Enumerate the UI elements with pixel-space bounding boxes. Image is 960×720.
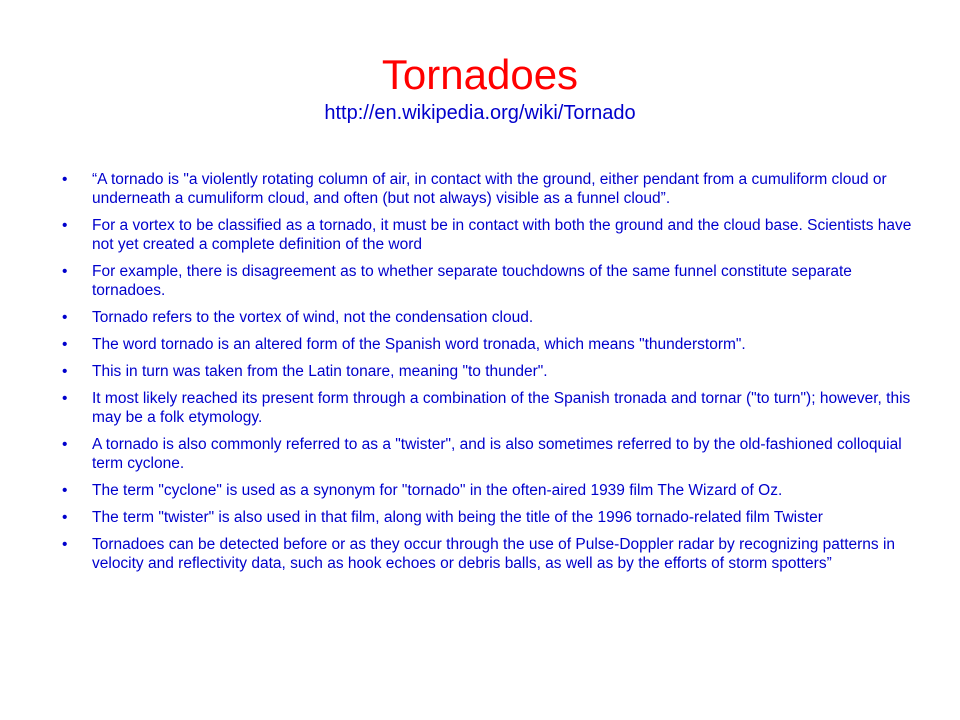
bullet-dot-icon: •	[62, 309, 68, 326]
bullet-item	[62, 216, 912, 254]
bullet-dot-icon: •	[62, 363, 68, 380]
bullet-text: The word tornado is an altered form of the Spanish word tronada, which means "thunderstorm".	[92, 336, 746, 353]
bullet-item	[62, 170, 912, 208]
bullet-item	[62, 508, 912, 527]
bullet-dot-icon: •	[62, 536, 68, 553]
bullet-dot-icon: •	[62, 390, 68, 407]
bullet-text: It most likely reached its present form through a combination of the Spanish tronada and tornar ("to turn"); however, this may be a folk etymology.	[92, 390, 911, 426]
title-block	[0, 50, 960, 126]
bullet-item	[62, 262, 912, 300]
bullet-item	[62, 535, 912, 573]
bullet-text: This in turn was taken from the Latin tonare, meaning "to thunder".	[92, 363, 548, 380]
slide-title: Tornadoes	[381, 51, 579, 98]
bullet-text: Tornado refers to the vortex of wind, not the condensation cloud.	[92, 309, 534, 326]
bullet-dot-icon: •	[62, 171, 68, 188]
bullet-item	[62, 362, 912, 381]
bullet-dot-icon: •	[62, 509, 68, 526]
bullet-item	[62, 435, 912, 473]
bullet-text: The term "twister" is also used in that film, along with being the title of the 1996 tornado-related film Twister	[92, 509, 823, 526]
bullet-dot-icon: •	[62, 336, 68, 353]
bullet-item	[62, 335, 912, 354]
bullet-dot-icon: •	[62, 482, 68, 499]
source-link[interactable]: http://en.wikipedia.org/wiki/Tornado	[324, 102, 636, 124]
bullet-text: The term "cyclone" is used as a synonym for "tornado" in the often-aired 1939 film The Wizard of Oz.	[92, 482, 783, 499]
bullet-text: For example, there is disagreement as to whether separate touchdowns of the same funnel constitute separate tornadoes.	[92, 263, 852, 299]
bullet-text: A tornado is also commonly referred to as a "twister", and is also sometimes referred to by the old-fashioned colloquial term cyclone.	[92, 436, 902, 472]
bullet-dot-icon: •	[62, 217, 68, 234]
bullet-item	[62, 389, 912, 427]
bullet-dot-icon: •	[62, 436, 68, 453]
bullet-text: Tornadoes can be detected before or as they occur through the use of Pulse-Doppler radar by recognizing patterns in velocity and reflectivity data, such as hook echoes or debris balls, as well as by the efforts of storm spotters”	[92, 536, 896, 572]
bullet-text: “A tornado is "a violently rotating column of air, in contact with the ground, either pendant from a cumuliform cloud or underneath a cumuliform cloud, and often (but not always) visible as a funnel cloud”.	[92, 171, 887, 207]
bullet-text: For a vortex to be classified as a tornado, it must be in contact with both the ground and the cloud base. Scientists have not yet created a complete definition of the word	[92, 217, 912, 253]
bullet-item	[62, 308, 912, 327]
bullet-dot-icon: •	[62, 263, 68, 280]
bullet-item	[62, 481, 912, 500]
bullet-list	[62, 170, 912, 581]
